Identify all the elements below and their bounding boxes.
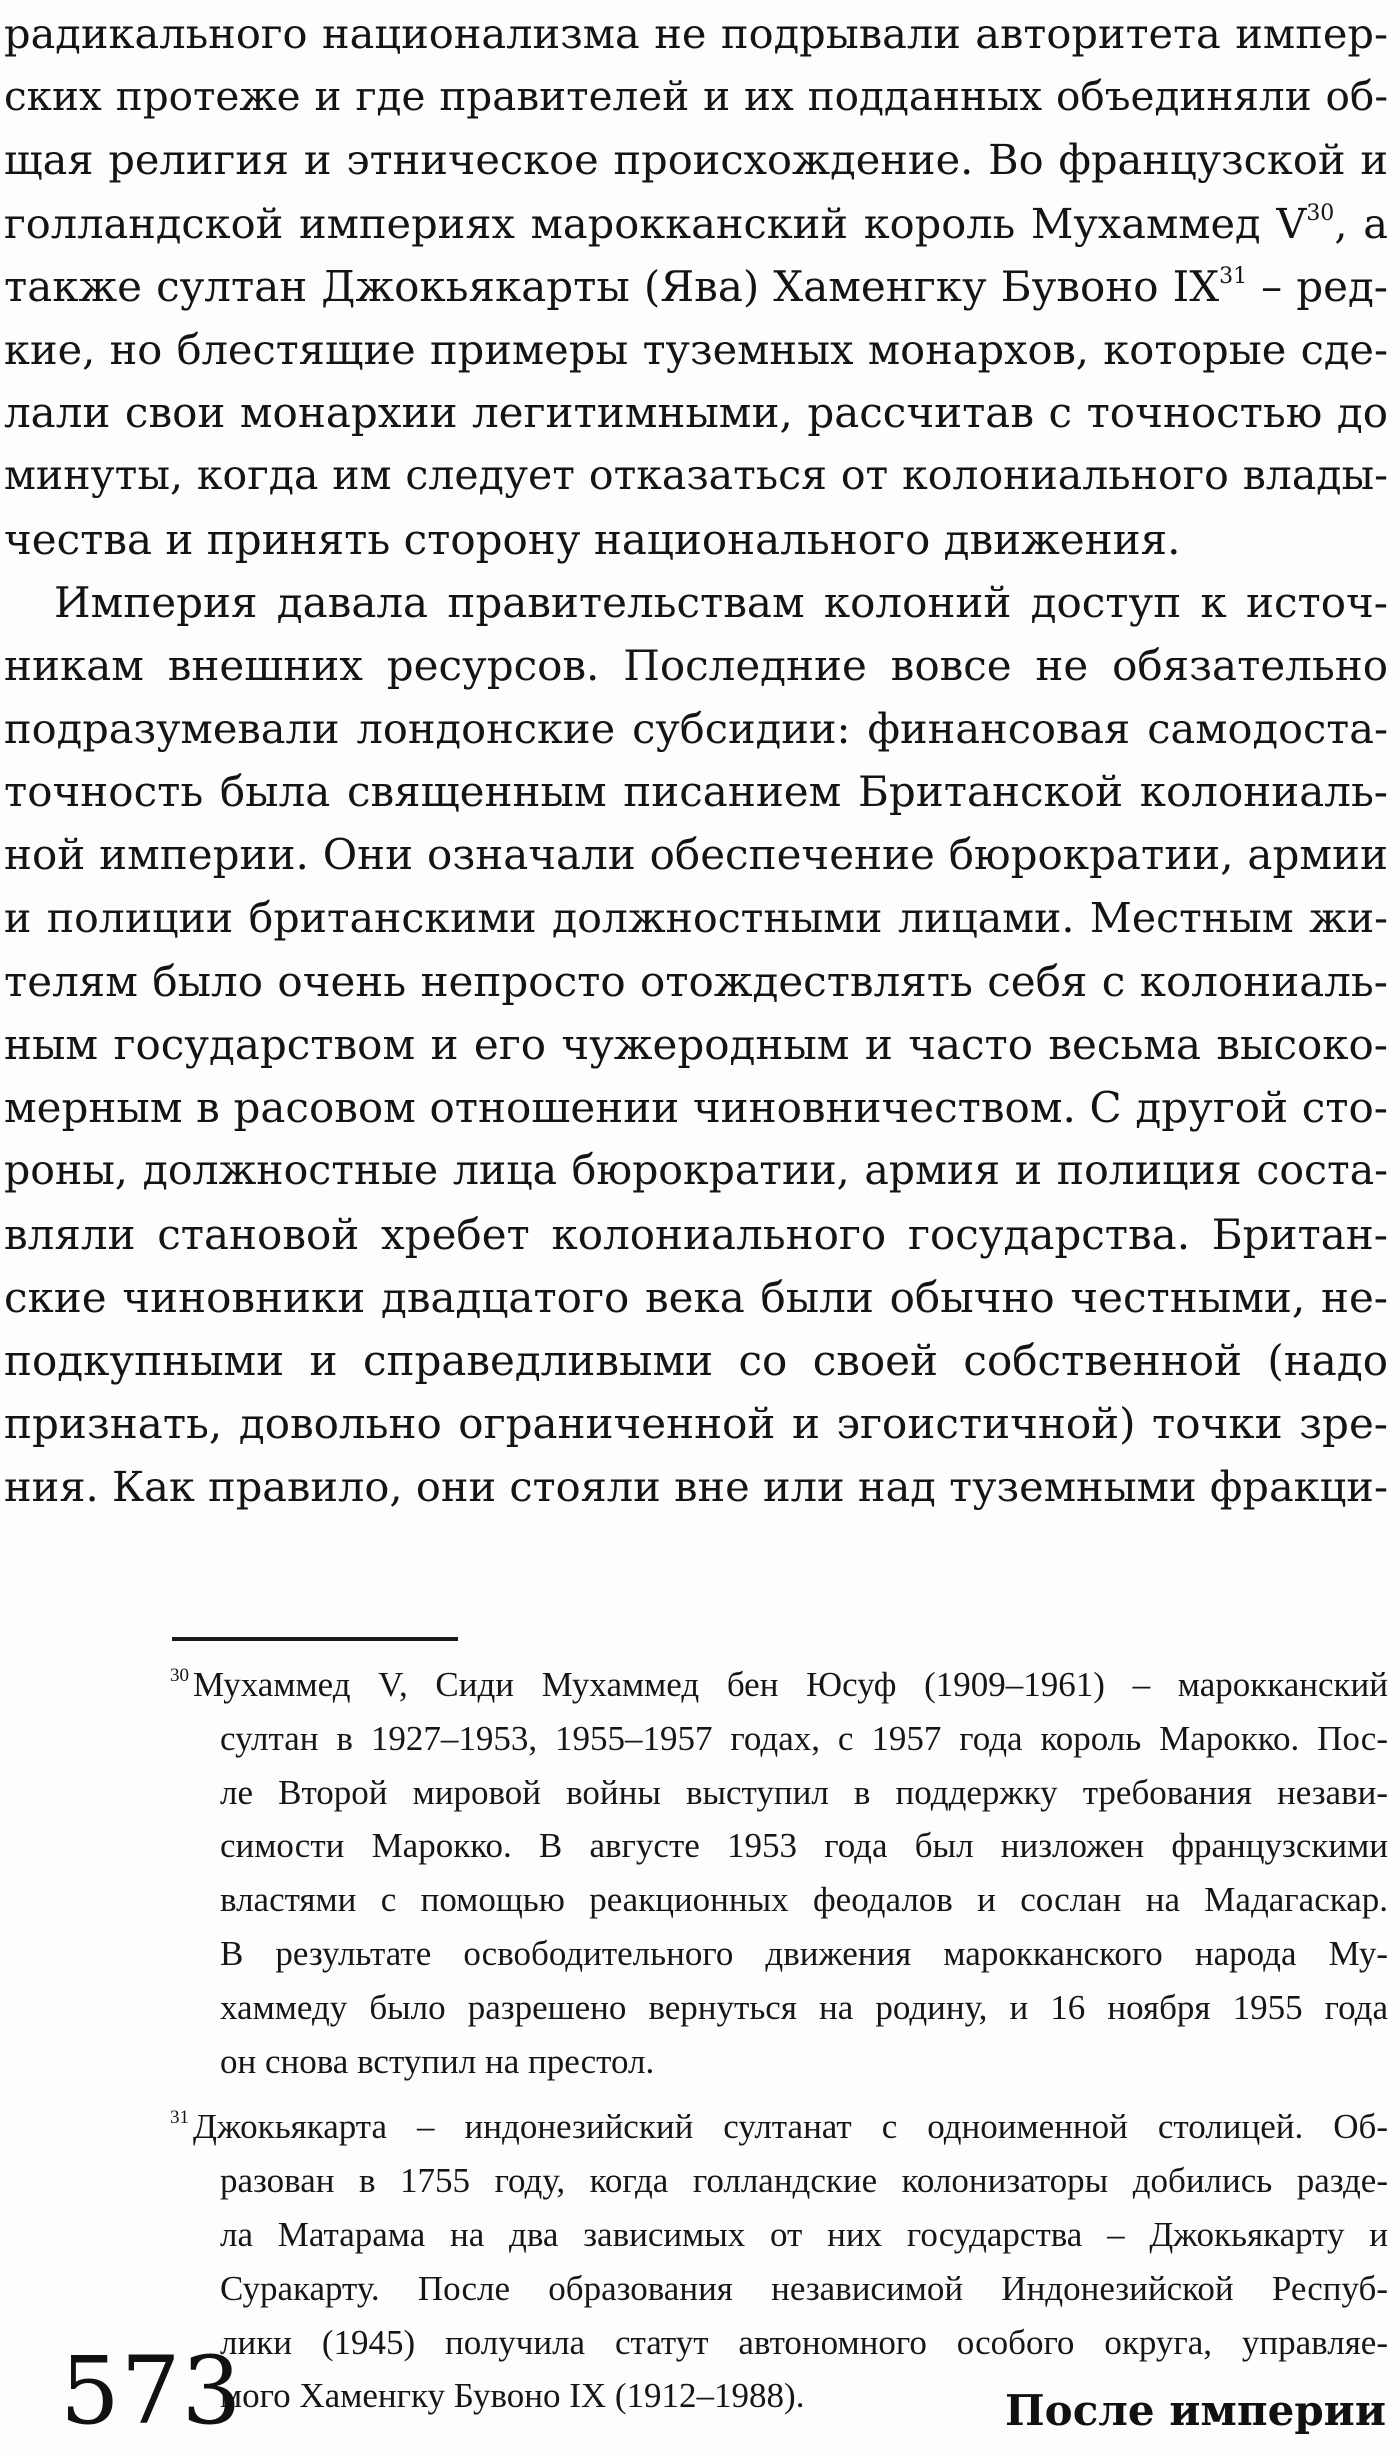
text-line: радикального национализма не подрывали авторитета импер-: [4, 9, 1388, 58]
footnote-line: султан в 1927–1953, 1955–1957 годах, с 1957 года король Марокко. Пос-: [220, 1718, 1388, 1758]
text-line: ной империи. Они означали обеспечение бюрократии, армии: [4, 830, 1388, 880]
footnote-line: Суракарту. После образования независимой Индонезийской Респуб-: [220, 2268, 1388, 2308]
text-line: кие, но блестящие примеры туземных монархов, которые сде-: [4, 324, 1388, 374]
text-line: щая религия и этническое происхождение. Во французской и: [4, 135, 1388, 185]
text-segment: – ред-: [1247, 261, 1389, 311]
footnote-line: ла Матарама на два зависимых от них государства – Джокьякарту и: [220, 2214, 1388, 2254]
footnote-number: 31: [170, 2107, 189, 2129]
running-title: После империи: [1005, 2386, 1386, 2435]
footnote-number: 30: [170, 1665, 189, 1686]
text-line: ских протеже и где правителей и их подданных объединяли об-: [4, 72, 1388, 121]
footnote-ref-31[interactable]: 31: [1219, 263, 1248, 289]
footnote-line: разован в 1755 году, когда голландские колонизаторы добились разде-: [220, 2161, 1388, 2201]
text-line: ным государством и его чужеродным и часто весьма высоко-: [4, 1020, 1388, 1069]
text-line: мерным в расовом отношении чиновничеством. С другой сто-: [4, 1083, 1388, 1133]
footnote-line: симости Марокко. В августе 1953 года был низложен французскими: [220, 1826, 1388, 1866]
text-line: телям было очень непросто отождествлять себя с колониаль-: [4, 956, 1388, 1006]
text-segment: Мухаммед V, Сиди Мухаммед бен Юсуф (1909–1961) – марокканский: [193, 1665, 1388, 1704]
footnote-31: [170, 2100, 1388, 2423]
text-line: [4, 192, 1388, 255]
footnote-line: властями с помощью реакционных феодалов и сослан на Мадагаскар.: [220, 1880, 1388, 1920]
text-line: вляли становой хребет колониального государства. Британ-: [4, 1209, 1388, 1259]
footnote-line: В результате освободительного движения марокканского народа Му-: [220, 1933, 1388, 1973]
text-line: точность была священным писанием Британской колониаль-: [4, 767, 1388, 817]
footnote-line: он снова вступил на престол.: [220, 2041, 655, 2081]
body-text: [4, 2, 1388, 1519]
text-line: ния. Как правило, они стояли вне или над туземными фракци-: [4, 1462, 1388, 1512]
footnote-line: хаммеду было разрешено вернуться на родину, и 16 ноября 1955 года: [220, 1987, 1388, 2027]
footnote-ref-30[interactable]: 30: [1306, 200, 1335, 226]
text-line: минуты, когда им следует отказаться от колониального влады-: [4, 451, 1388, 500]
footnotes: [170, 1658, 1388, 2423]
footnote-line: мого Хаменгку Бувоно IX (1912–1988).: [220, 2376, 805, 2416]
text-segment: также султан Джокьякарты (Ява) Хаменгку Бувоно IX: [4, 261, 1220, 311]
text-line: ские чиновники двадцатого века были обычно честными, не-: [4, 1272, 1388, 1322]
footnote-spacer: [170, 2088, 1388, 2100]
text-segment: , а: [1334, 198, 1388, 248]
text-line: [4, 255, 1388, 318]
footnote-30: [170, 1658, 1388, 2088]
footnote-line: лики (1945) получила статут автономного особого округа, управляе-: [220, 2322, 1388, 2362]
text-line: и полиции британскими должностными лицами. Местным жи-: [4, 893, 1388, 942]
footnote-divider: [172, 1637, 458, 1641]
text-line: лали свои монархии легитимными, рассчитав с точностью до: [4, 388, 1388, 438]
text-line: роны, должностные лица бюрократии, армия и полиция соста-: [4, 1146, 1388, 1195]
text-line: Империя давала правительствам колоний доступ к источ-: [54, 577, 1388, 627]
text-segment: голландской империях марокканский король Мухаммед V: [4, 198, 1307, 248]
text-line: подразумевали лондонские субсидии: финансовая самодоста-: [4, 704, 1388, 754]
text-segment: Джокьякарта – индонезийский султанат с одноименной столицей. Об-: [193, 2107, 1388, 2147]
footnote-line: [170, 2100, 1388, 2154]
footnote-line: [170, 1658, 1388, 1712]
page-number: 573: [60, 2337, 243, 2446]
text-line: подкупными и справедливыми со своей собственной (надо: [4, 1335, 1388, 1385]
text-line: никам внешних ресурсов. Последние вовсе не обязательно: [4, 640, 1388, 690]
footnote-line: ле Второй мировой войны выступил в поддержку требования незави-: [220, 1772, 1388, 1812]
text-line: чества и принять сторону национального движения.: [4, 514, 1181, 564]
text-line: признать, довольно ограниченной и эгоистичной) точки зре-: [4, 1399, 1388, 1449]
